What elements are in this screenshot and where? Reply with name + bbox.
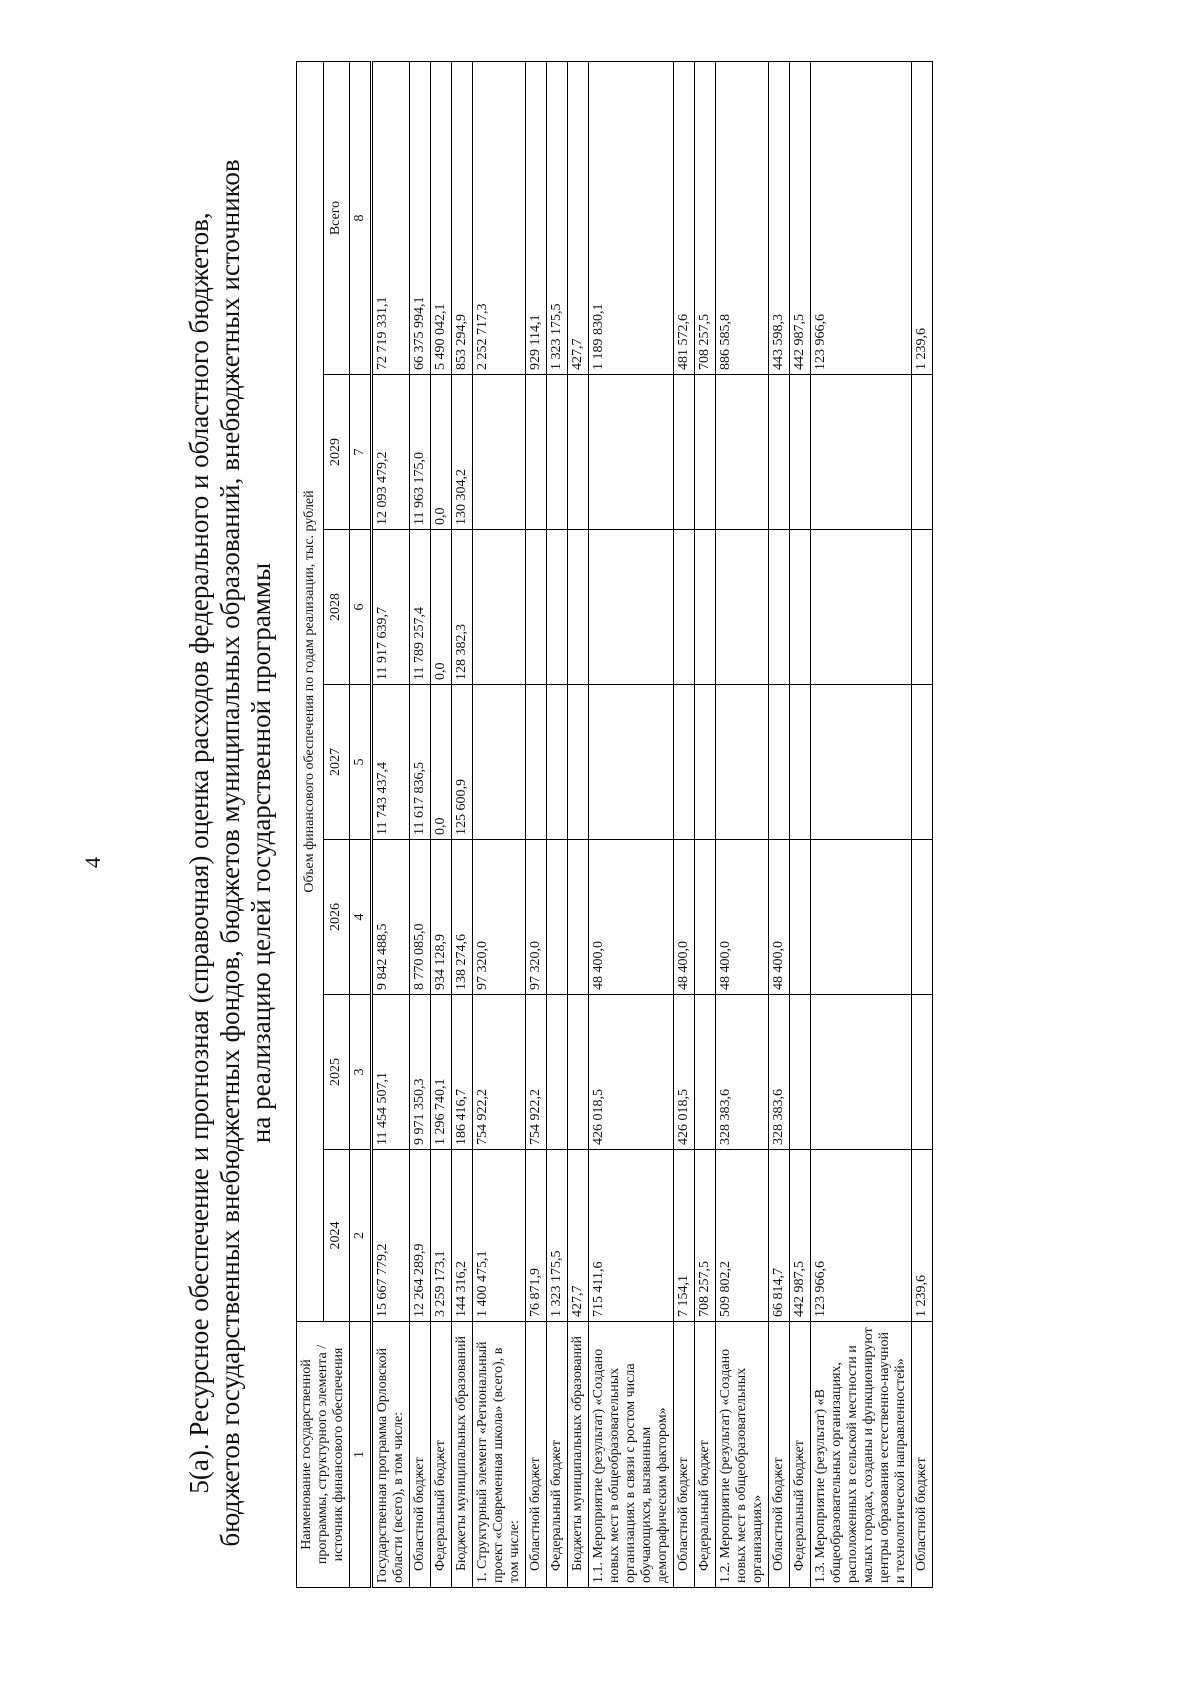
value-cell: 72 719 331,1 <box>372 61 410 374</box>
value-cell: 934 128,9 <box>431 840 452 995</box>
column-index: 2 <box>350 1150 372 1322</box>
column-index: 8 <box>350 61 372 374</box>
value-cell <box>769 375 790 530</box>
row-label: 1.1. Мероприятие (результат) «Создано новых мест в общеобразовательных организациях в связи с ростом числа обучающихся, вызванным демографическим фактором» <box>589 1322 674 1588</box>
value-cell: 708 257,5 <box>695 61 716 374</box>
row-label: Федеральный бюджет <box>431 1322 452 1588</box>
value-cell <box>695 995 716 1150</box>
table-row <box>790 61 811 1587</box>
value-cell: 1 296 740,1 <box>431 995 452 1150</box>
value-cell <box>547 375 568 530</box>
title-line: на реализацию целей государственной программы <box>246 562 276 1144</box>
row-label: 1.2. Мероприятие (результат) «Создано новых мест в общеобразовательных организациях» <box>716 1322 769 1588</box>
value-cell: 708 257,5 <box>695 1150 716 1322</box>
value-cell: 186 416,7 <box>452 995 473 1150</box>
value-cell: 130 304,2 <box>452 375 473 530</box>
value-cell: 9 842 488,5 <box>372 840 410 995</box>
value-cell <box>568 375 589 530</box>
value-cell: 48 400,0 <box>589 840 674 995</box>
value-cell <box>568 530 589 685</box>
value-cell <box>526 530 547 685</box>
value-cell: 123 966,6 <box>811 1150 912 1322</box>
value-cell: 125 600,9 <box>452 685 473 840</box>
table-row <box>716 61 769 1587</box>
value-cell <box>695 840 716 995</box>
value-cell: 754 922,2 <box>526 995 547 1150</box>
value-cell: 1 323 175,5 <box>547 61 568 374</box>
table-row <box>811 61 912 1587</box>
table-row <box>410 61 431 1587</box>
value-cell: 123 966,6 <box>811 61 912 374</box>
value-cell <box>589 685 674 840</box>
value-cell: 328 383,6 <box>769 995 790 1150</box>
value-cell: 97 320,0 <box>473 840 526 995</box>
value-cell: 1 400 475,1 <box>473 1150 526 1322</box>
value-cell: 66 375 994,1 <box>410 61 431 374</box>
column-index: 1 <box>350 1322 372 1588</box>
table-row <box>695 61 716 1587</box>
row-label: Бюджеты муниципальных образований <box>452 1322 473 1588</box>
table-row <box>568 61 589 1587</box>
value-cell: 128 382,3 <box>452 530 473 685</box>
table-row <box>526 61 547 1587</box>
column-index: 4 <box>350 840 372 995</box>
value-cell <box>695 530 716 685</box>
value-cell <box>568 995 589 1150</box>
table-row <box>589 61 674 1587</box>
value-cell: 929 114,1 <box>526 61 547 374</box>
value-cell: 754 922,2 <box>473 995 526 1150</box>
value-cell: 15 667 779,2 <box>372 1150 410 1322</box>
value-cell: 11 789 257,4 <box>410 530 431 685</box>
value-cell: 7 154,1 <box>674 1150 695 1322</box>
value-cell: 11 454 507,1 <box>372 995 410 1150</box>
value-cell: 8 770 085,0 <box>410 840 431 995</box>
table-row <box>674 61 695 1587</box>
row-label: Федеральный бюджет <box>547 1322 568 1588</box>
value-cell: 886 585,8 <box>716 61 769 374</box>
value-cell: 3 259 173,1 <box>431 1150 452 1322</box>
value-cell: 481 572,6 <box>674 61 695 374</box>
value-cell: 427,7 <box>568 1150 589 1322</box>
value-cell: 442 987,5 <box>790 1150 811 1322</box>
header-year: 2024 <box>323 1150 350 1322</box>
header-year: 2027 <box>323 685 350 840</box>
value-cell: 2 252 717,3 <box>473 61 526 374</box>
value-cell <box>912 530 933 685</box>
value-cell: 11 617 836,5 <box>410 685 431 840</box>
row-label: Областной бюджет <box>769 1322 790 1588</box>
value-cell: 48 400,0 <box>716 840 769 995</box>
value-cell: 12 093 479,2 <box>372 375 410 530</box>
value-cell <box>811 530 912 685</box>
value-cell: 48 400,0 <box>674 840 695 995</box>
value-cell <box>695 375 716 530</box>
value-cell <box>589 530 674 685</box>
column-index-row <box>350 61 372 1587</box>
header-year: 2029 <box>323 375 350 530</box>
value-cell: 426 018,5 <box>674 995 695 1150</box>
value-cell: 144 316,2 <box>452 1150 473 1322</box>
table-body <box>350 61 933 1587</box>
row-label: Федеральный бюджет <box>790 1322 811 1588</box>
value-cell <box>811 995 912 1150</box>
value-cell <box>547 530 568 685</box>
value-cell <box>568 840 589 995</box>
value-cell <box>547 685 568 840</box>
value-cell <box>790 530 811 685</box>
table-row <box>452 61 473 1587</box>
value-cell <box>547 840 568 995</box>
value-cell <box>589 375 674 530</box>
value-cell <box>716 685 769 840</box>
value-cell <box>526 375 547 530</box>
value-cell <box>568 685 589 840</box>
header-total: Всего <box>323 61 350 374</box>
header-year: 2025 <box>323 995 350 1150</box>
value-cell <box>811 685 912 840</box>
value-cell <box>769 530 790 685</box>
table-row <box>912 61 933 1587</box>
value-cell <box>811 375 912 530</box>
value-cell <box>716 530 769 685</box>
column-index: 5 <box>350 685 372 840</box>
value-cell: 328 383,6 <box>716 995 769 1150</box>
value-cell <box>716 375 769 530</box>
header-name-column: Наименование государственной программы, структурного элемента / источник финансового обеспечения <box>297 1322 350 1588</box>
value-cell <box>674 530 695 685</box>
value-cell <box>674 375 695 530</box>
value-cell: 66 814,7 <box>769 1150 790 1322</box>
value-cell: 443 598,3 <box>769 61 790 374</box>
column-index: 3 <box>350 995 372 1150</box>
value-cell <box>790 685 811 840</box>
value-cell: 426 018,5 <box>589 995 674 1150</box>
row-label: Федеральный бюджет <box>695 1322 716 1588</box>
value-cell: 76 871,9 <box>526 1150 547 1322</box>
value-cell <box>790 840 811 995</box>
value-cell: 1 323 175,5 <box>547 1150 568 1322</box>
value-cell: 1 239,6 <box>912 1150 933 1322</box>
value-cell <box>547 995 568 1150</box>
value-cell <box>790 375 811 530</box>
table-row <box>547 61 568 1587</box>
header-year: 2026 <box>323 840 350 995</box>
value-cell: 1 189 830,1 <box>589 61 674 374</box>
title-line: бюджетов государственных внебюджетных фондов, бюджетов муниципальных образований, внебюджетных источников <box>215 159 245 1547</box>
table-row <box>473 61 526 1587</box>
value-cell: 427,7 <box>568 61 589 374</box>
value-cell <box>912 995 933 1150</box>
value-cell: 11 917 639,7 <box>372 530 410 685</box>
value-cell <box>790 995 811 1150</box>
column-index: 6 <box>350 530 372 685</box>
value-cell: 1 239,6 <box>912 61 933 374</box>
value-cell <box>473 375 526 530</box>
value-cell <box>912 840 933 995</box>
value-cell: 48 400,0 <box>769 840 790 995</box>
header-volume-group: Объем финансового обеспечения по годам реализации, тыс. рублей <box>297 61 324 1321</box>
title-line: 5(а). Ресурсное обеспечение и прогнозная (справочная) оценка расходов федерального и областного бюджетов, <box>184 212 214 1494</box>
row-label: Бюджеты муниципальных образований <box>568 1322 589 1588</box>
value-cell: 853 294,9 <box>452 61 473 374</box>
value-cell <box>473 530 526 685</box>
value-cell <box>526 685 547 840</box>
value-cell: 715 411,6 <box>589 1150 674 1322</box>
row-label: Областной бюджет <box>912 1322 933 1588</box>
value-cell: 5 490 042,1 <box>431 61 452 374</box>
row-label: Областной бюджет <box>674 1322 695 1588</box>
budget-table <box>296 61 933 1588</box>
value-cell <box>769 685 790 840</box>
value-cell: 442 987,5 <box>790 61 811 374</box>
table-row <box>431 61 452 1587</box>
value-cell <box>473 685 526 840</box>
table-row <box>372 61 410 1587</box>
row-label: 1. Структурный элемент «Региональный проект «Современная школа» (всего), в том числе: <box>473 1322 526 1588</box>
value-cell: 0,0 <box>431 375 452 530</box>
column-index: 7 <box>350 375 372 530</box>
value-cell: 0,0 <box>431 530 452 685</box>
value-cell: 11 963 175,0 <box>410 375 431 530</box>
value-cell: 97 320,0 <box>526 840 547 995</box>
row-label: Областной бюджет <box>526 1322 547 1588</box>
value-cell <box>674 685 695 840</box>
page-number: 4 <box>80 857 105 868</box>
value-cell <box>811 840 912 995</box>
value-cell: 12 264 289,9 <box>410 1150 431 1322</box>
value-cell: 138 274,6 <box>452 840 473 995</box>
row-label: Государственная программа Орловской области (всего), в том числе: <box>372 1322 410 1588</box>
row-label: 1.3. Мероприятие (результат) «В общеобразовательных организациях, расположенных в сельской местности и малых городах, созданы и функционируют центры образования естественно-научной и технологической направленностей» <box>811 1322 912 1588</box>
value-cell: 0,0 <box>431 685 452 840</box>
value-cell <box>912 375 933 530</box>
value-cell: 509 802,2 <box>716 1150 769 1322</box>
value-cell: 11 743 437,4 <box>372 685 410 840</box>
table-row <box>769 61 790 1587</box>
document-title <box>184 88 277 1618</box>
value-cell <box>912 685 933 840</box>
row-label: Областной бюджет <box>410 1322 431 1588</box>
value-cell <box>695 685 716 840</box>
value-cell: 9 971 350,3 <box>410 995 431 1150</box>
header-year: 2028 <box>323 530 350 685</box>
